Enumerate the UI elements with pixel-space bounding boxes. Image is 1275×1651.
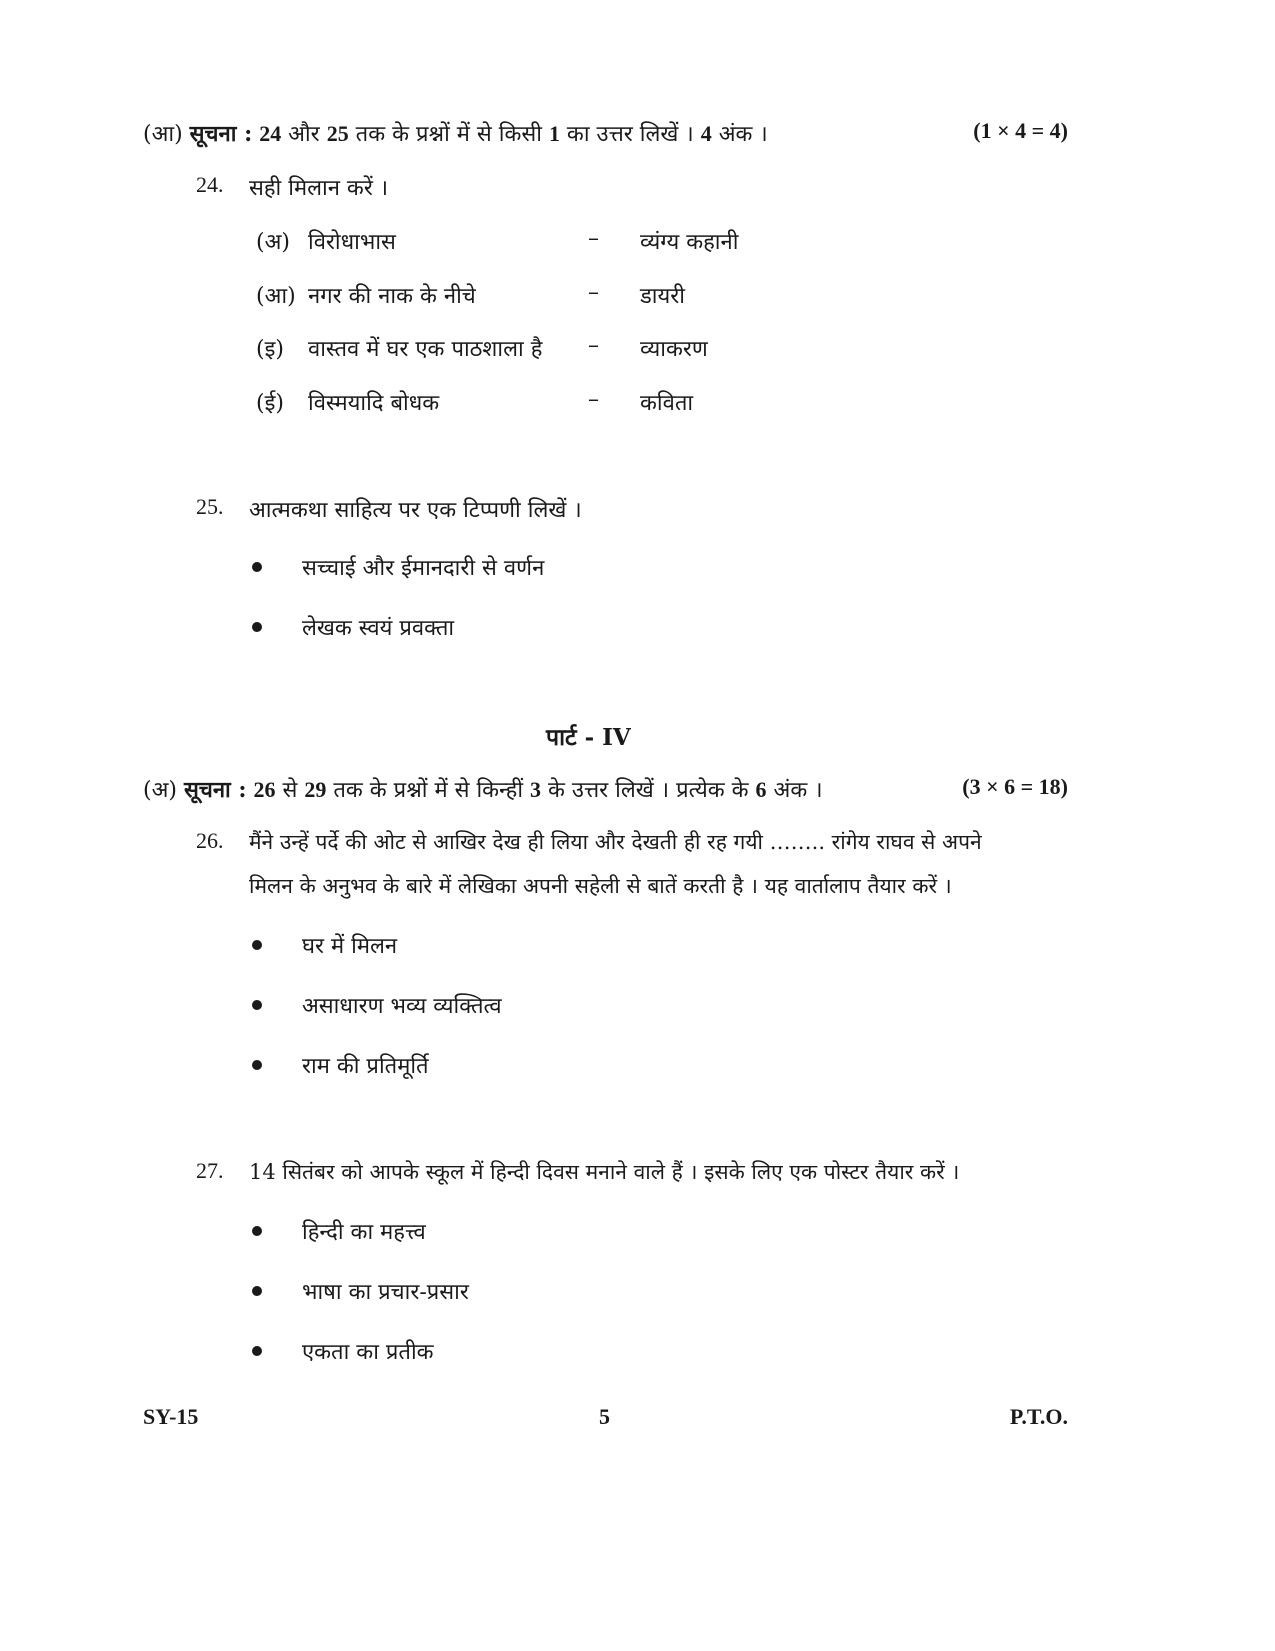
match-dash: – — [588, 333, 599, 358]
match-right: व्यंग्य कहानी — [640, 230, 739, 255]
section-aa-instruction — [143, 118, 768, 148]
match-label: (आ) — [256, 284, 296, 309]
instruction-number: 3 — [530, 777, 542, 802]
section-aa-marks: (1 × 4 = 4) — [973, 118, 1068, 143]
bullet-icon — [252, 562, 262, 572]
instruction-text: और — [281, 122, 327, 147]
part-title: पार्ट - IV — [546, 724, 631, 751]
match-label: (अ) — [256, 230, 290, 255]
bullet-icon — [252, 1000, 262, 1010]
bullet-icon — [252, 1226, 262, 1236]
instruction-number: 1 — [548, 121, 560, 146]
bullet-icon — [252, 1346, 262, 1356]
question-text: 14 सितंबर को आपके स्कूल में हिन्दी दिवस मनाने वाले हैं । इसके लिए एक पोस्टर तैयार करें । — [249, 1160, 960, 1184]
question-text-line2: मिलन के अनुभव के बारे में लेखिका अपनी सहेली से बातें करती है । यह वार्तालाप तैयार करें । — [249, 874, 952, 898]
bullet-text: एकता का प्रतीक — [302, 1340, 434, 1365]
instruction-number: 29 — [304, 777, 327, 802]
question-number: 27. — [196, 1158, 224, 1183]
instruction-text: अंक । — [711, 122, 768, 147]
match-right: कविता — [640, 391, 694, 416]
pto-label: P.T.O. — [1009, 1404, 1068, 1429]
section-a-instruction — [143, 774, 823, 804]
instruction-number: 24 — [259, 121, 282, 146]
section-aa-prefix: (आ) — [143, 122, 183, 147]
match-left: विस्मयादि बोधक — [308, 391, 440, 416]
instruction-number: 4 — [700, 121, 712, 146]
instruction-text: अंक । — [766, 778, 823, 803]
bullet-text: असाधारण भव्य व्यक्तित्व — [302, 994, 502, 1019]
match-right: डायरी — [640, 284, 685, 309]
match-label: (इ) — [256, 337, 284, 362]
instruction-number: 6 — [755, 777, 767, 802]
match-dash: – — [588, 387, 599, 412]
instruction-number: 26 — [253, 777, 276, 802]
bullet-icon — [252, 1286, 262, 1296]
bullet-text: राम की प्रतिमूर्ति — [302, 1054, 429, 1079]
bullet-text: घर में मिलन — [302, 934, 398, 959]
paper-code: SY-15 — [143, 1404, 199, 1429]
bullet-text: लेखक स्वयं प्रवक्ता — [302, 616, 455, 641]
instruction-text: का उत्तर लिखें । — [559, 122, 701, 147]
instruction-number: 25 — [326, 121, 349, 146]
bullet-icon — [252, 1060, 262, 1070]
instruction-text: तक के प्रश्नों में से किसी — [348, 122, 549, 147]
page-number: 5 — [599, 1404, 610, 1429]
question-text: आत्मकथा साहित्य पर एक टिप्पणी लिखें । — [249, 498, 582, 523]
match-dash: – — [588, 226, 599, 251]
question-text: सही मिलान करें । — [249, 176, 389, 201]
question-number: 26. — [196, 828, 224, 853]
instruction-text: के उत्तर लिखें । प्रत्येक के — [541, 778, 756, 803]
match-dash: – — [588, 280, 599, 305]
bullet-icon — [252, 940, 262, 950]
match-left: वास्तव में घर एक पाठशाला है — [308, 337, 543, 362]
instruction-text: से — [275, 778, 305, 803]
instruction-text: तक के प्रश्नों में से किन्हीं — [326, 778, 531, 803]
bullet-text: भाषा का प्रचार-प्रसार — [302, 1280, 469, 1305]
match-left: विरोधाभास — [308, 230, 396, 255]
match-label: (ई) — [256, 391, 284, 416]
section-aa-label: सूचना : — [189, 121, 253, 147]
bullet-icon — [252, 622, 262, 632]
question-text-line1: मैंने उन्हें पर्दे की ओट से आखिर देख ही लिया और देखती ही रह गयी …….. रांगेय राघव से अपने — [249, 830, 982, 854]
bullet-text: हिन्दी का महत्त्व — [302, 1220, 426, 1245]
match-right: व्याकरण — [640, 337, 708, 362]
question-number: 24. — [196, 172, 224, 197]
section-a-marks: (3 × 6 = 18) — [962, 774, 1068, 799]
section-a-label: सूचना : — [183, 777, 247, 803]
match-left: नगर की नाक के नीचे — [308, 284, 476, 309]
question-number: 25. — [196, 494, 224, 519]
bullet-text: सच्चाई और ईमानदारी से वर्णन — [302, 556, 545, 581]
section-a-prefix: (अ) — [143, 778, 177, 803]
